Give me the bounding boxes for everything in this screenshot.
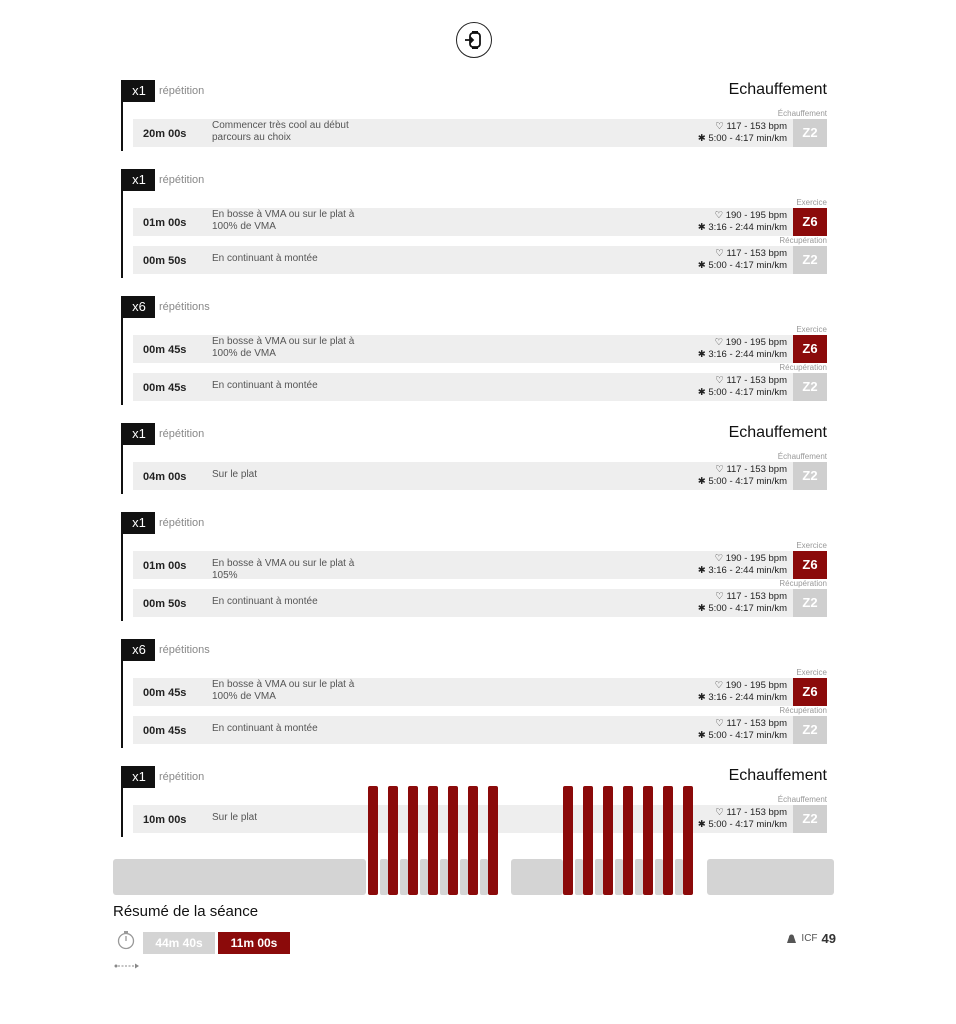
timeline-effort-bar — [583, 786, 593, 895]
repeat-label: répétition — [159, 174, 205, 186]
timeline-effort-bar — [468, 786, 478, 895]
step-description: En bosse à VMA ou sur le plat à 105% — [212, 558, 355, 581]
step-description: En continuant à montée — [212, 380, 318, 391]
workout-block — [121, 169, 827, 278]
step-duration: 10m 00s — [143, 814, 187, 826]
step-row — [133, 716, 827, 744]
zone-badge: Z6 — [793, 208, 827, 236]
pace-range: 3:16 - 2:44 min/km — [708, 565, 787, 576]
runner-icon: ✱ — [697, 730, 706, 741]
step-description: Sur le plat — [212, 469, 258, 480]
workout-block — [121, 423, 827, 494]
step-type-label: Exercice — [796, 668, 827, 677]
zone-badge: Z6 — [793, 678, 827, 706]
step-duration: 00m 45s — [143, 382, 187, 394]
step-row — [133, 462, 827, 490]
heart-rate-range: 190 - 195 bpm — [725, 337, 787, 348]
step-duration: 00m 45s — [143, 344, 187, 356]
repeat-label: répétitions — [159, 644, 210, 656]
zone-badge: Z2 — [793, 589, 827, 617]
runner-icon: ✱ — [697, 222, 706, 233]
pace-range: 5:00 - 4:17 min/km — [708, 730, 787, 741]
workout-step[interactable] — [133, 363, 827, 405]
block-header — [123, 169, 827, 191]
heart-icon: ♡ — [715, 248, 724, 259]
icf-label: ICF — [801, 933, 818, 944]
heart-rate-range: 117 - 153 bpm — [726, 248, 787, 259]
runner-icon: ✱ — [697, 603, 706, 614]
heart-icon: ♡ — [715, 807, 724, 818]
repeat-label: répétition — [159, 428, 205, 440]
heart-icon: ♡ — [715, 121, 724, 132]
pace-range: 3:16 - 2:44 min/km — [708, 349, 787, 360]
runner-icon: ✱ — [697, 819, 706, 830]
hard-time-badge: 11m 00s — [218, 932, 290, 954]
pace-range: 5:00 - 4:17 min/km — [708, 603, 787, 614]
heart-icon: ♡ — [714, 553, 724, 564]
timeline-recovery-bar — [655, 859, 663, 895]
heart-rate-range: 117 - 153 bpm — [726, 591, 787, 602]
repeat-count-badge: x1 — [123, 169, 155, 191]
workout-step[interactable] — [133, 109, 827, 151]
timeline-recovery-bar — [675, 859, 683, 895]
timeline-effort-bar — [428, 786, 438, 895]
zone-badge: Z6 — [793, 335, 827, 363]
step-duration: 04m 00s — [143, 471, 187, 483]
step-type-label: Exercice — [796, 541, 827, 550]
repeat-count-badge: x1 — [123, 512, 155, 534]
step-metrics — [698, 718, 787, 742]
pace-range: 5:00 - 4:17 min/km — [708, 387, 787, 398]
timeline-recovery-bar — [615, 859, 623, 895]
timeline-recovery-bar — [440, 859, 448, 895]
timeline-effort-bar — [488, 786, 498, 895]
workout-step[interactable] — [133, 236, 827, 278]
step-type-label: Exercice — [796, 325, 827, 334]
step-row — [133, 119, 827, 147]
block-header — [123, 423, 827, 445]
runner-icon: ✱ — [697, 387, 706, 398]
step-metrics — [698, 210, 787, 234]
icf-indicator — [786, 931, 836, 946]
pace-range: 3:16 - 2:44 min/km — [708, 692, 787, 703]
workout-step[interactable] — [133, 452, 827, 494]
heart-icon: ♡ — [715, 591, 724, 602]
zone-badge: Z6 — [793, 551, 827, 579]
step-description: En bosse à VMA ou sur le plat à 100% de VMA — [212, 209, 355, 232]
timeline-warmup-segment — [113, 859, 366, 895]
runner-icon: ✱ — [697, 349, 706, 360]
step-row — [133, 335, 827, 363]
step-row — [133, 678, 827, 706]
step-description: En continuant à montée — [212, 596, 318, 607]
heart-rate-range: 117 - 153 bpm — [726, 464, 787, 475]
heart-rate-range: 190 - 195 bpm — [725, 680, 787, 691]
heart-rate-range: 190 - 195 bpm — [725, 553, 787, 564]
step-type-label: Échauffement — [777, 795, 827, 804]
step-metrics — [698, 337, 787, 361]
heart-icon: ♡ — [715, 375, 724, 386]
heart-icon: ♡ — [715, 464, 724, 475]
repeat-label: répétitions — [159, 301, 210, 313]
step-type-label: Récupération — [779, 363, 827, 372]
step-duration: 00m 45s — [143, 725, 187, 737]
zone-badge: Z2 — [793, 462, 827, 490]
timeline-effort-bar — [388, 786, 398, 895]
repeat-count-badge: x1 — [123, 766, 155, 788]
repeat-count-badge: x6 — [123, 639, 155, 661]
runner-icon: ✱ — [697, 260, 706, 271]
weight-icon — [786, 934, 797, 943]
timeline-effort-bar — [603, 786, 613, 895]
timeline-recovery-bar — [460, 859, 468, 895]
heart-icon: ♡ — [715, 718, 724, 729]
workout-step[interactable] — [133, 541, 827, 583]
block-title: Echauffement — [728, 424, 827, 441]
step-type-label: Échauffement — [777, 109, 827, 118]
repeat-label: répétition — [159, 771, 205, 783]
workout-block — [121, 80, 827, 151]
zone-badge: Z2 — [793, 805, 827, 833]
timeline-recovery-bar — [595, 859, 603, 895]
step-duration: 00m 50s — [143, 598, 187, 610]
easy-time-badge: 44m 40s — [143, 932, 215, 954]
step-row — [133, 589, 827, 617]
pace-range: 3:16 - 2:44 min/km — [708, 222, 787, 233]
pace-range: 5:00 - 4:17 min/km — [708, 133, 787, 144]
step-type-label: Échauffement — [777, 452, 827, 461]
block-header — [123, 639, 827, 661]
pace-range: 5:00 - 4:17 min/km — [708, 476, 787, 487]
timeline-recovery-bar — [575, 859, 583, 895]
runner-icon: ✱ — [697, 476, 706, 487]
timeline-effort-bar — [408, 786, 418, 895]
runner-icon: ✱ — [697, 133, 706, 144]
workout-block — [121, 512, 827, 621]
workout-step[interactable] — [133, 198, 827, 240]
step-description: Commencer très cool au début parcours au choix — [212, 120, 349, 143]
stopwatch-icon — [116, 930, 136, 950]
step-metrics — [698, 248, 787, 272]
workout-step[interactable] — [133, 668, 827, 710]
step-metrics — [698, 680, 787, 704]
pace-range: 5:00 - 4:17 min/km — [708, 819, 787, 830]
step-type-label: Récupération — [779, 706, 827, 715]
step-duration: 00m 45s — [143, 687, 187, 699]
zone-badge: Z2 — [793, 119, 827, 147]
workout-step[interactable] — [133, 706, 827, 748]
workout-block — [121, 639, 827, 748]
workout-blocks — [121, 80, 827, 855]
repeat-count-badge: x1 — [123, 80, 155, 102]
repeat-label: répétition — [159, 517, 205, 529]
timeline-cooldown-segment — [707, 859, 834, 895]
step-row — [133, 373, 827, 401]
block-title: Echauffement — [728, 81, 827, 98]
summary-title: Résumé de la séance — [113, 903, 259, 920]
watch-sync-icon[interactable] — [456, 22, 492, 58]
workout-timeline — [113, 786, 834, 896]
timeline-effort-bar — [683, 786, 693, 895]
heart-icon: ♡ — [714, 337, 724, 348]
heart-icon: ♡ — [714, 680, 724, 691]
heart-rate-range: 117 - 153 bpm — [726, 121, 787, 132]
step-description: Sur le plat — [212, 812, 258, 823]
step-row — [133, 246, 827, 274]
route-icon — [114, 962, 140, 970]
timeline-effort-bar — [643, 786, 653, 895]
repeat-count-badge: x1 — [123, 423, 155, 445]
timeline-flat-segment — [511, 859, 563, 895]
step-description: En bosse à VMA ou sur le plat à 100% de VMA — [212, 679, 355, 702]
block-title: Echauffement — [728, 767, 827, 784]
step-description: En continuant à montée — [212, 723, 318, 734]
repeat-label: répétition — [159, 85, 205, 97]
timeline-effort-bar — [563, 786, 573, 895]
timeline-recovery-bar — [480, 859, 488, 895]
step-duration: 01m 00s — [143, 217, 187, 229]
block-header — [123, 512, 827, 534]
timeline-effort-bar — [368, 786, 378, 895]
zone-badge: Z2 — [793, 246, 827, 274]
step-metrics — [698, 553, 787, 577]
step-row — [133, 208, 827, 236]
pace-range: 5:00 - 4:17 min/km — [708, 260, 787, 271]
timeline-effort-bar — [663, 786, 673, 895]
step-type-label: Exercice — [796, 198, 827, 207]
icf-value: 49 — [821, 931, 836, 946]
runner-icon: ✱ — [697, 692, 706, 703]
heart-rate-range: 117 - 153 bpm — [726, 718, 787, 729]
repeat-count-badge: x6 — [123, 296, 155, 318]
timeline-effort-bar — [623, 786, 633, 895]
runner-icon: ✱ — [697, 565, 706, 576]
heart-rate-range: 190 - 195 bpm — [725, 210, 787, 221]
block-header — [123, 80, 827, 102]
step-row — [133, 551, 827, 579]
step-description: En bosse à VMA ou sur le plat à 100% de VMA — [212, 336, 355, 359]
timeline-recovery-bar — [400, 859, 408, 895]
timeline-recovery-bar — [420, 859, 428, 895]
step-type-label: Récupération — [779, 579, 827, 588]
step-metrics — [698, 375, 787, 399]
heart-icon: ♡ — [714, 210, 724, 221]
heart-rate-range: 117 - 153 bpm — [726, 375, 787, 386]
heart-rate-range: 117 - 153 bpm — [726, 807, 787, 818]
step-duration: 01m 00s — [143, 560, 187, 572]
workout-step[interactable] — [133, 325, 827, 367]
workout-block — [121, 296, 827, 405]
timeline-recovery-bar — [635, 859, 643, 895]
block-header — [123, 766, 827, 788]
step-description: En continuant à montée — [212, 253, 318, 264]
step-type-label: Récupération — [779, 236, 827, 245]
step-duration: 20m 00s — [143, 128, 187, 140]
step-duration: 00m 50s — [143, 255, 187, 267]
timeline-effort-bar — [448, 786, 458, 895]
timeline-recovery-bar — [380, 859, 388, 895]
step-metrics — [698, 121, 787, 145]
block-header — [123, 296, 827, 318]
step-metrics — [698, 591, 787, 615]
workout-step[interactable] — [133, 579, 827, 621]
step-metrics — [698, 464, 787, 488]
zone-badge: Z2 — [793, 716, 827, 744]
zone-badge: Z2 — [793, 373, 827, 401]
